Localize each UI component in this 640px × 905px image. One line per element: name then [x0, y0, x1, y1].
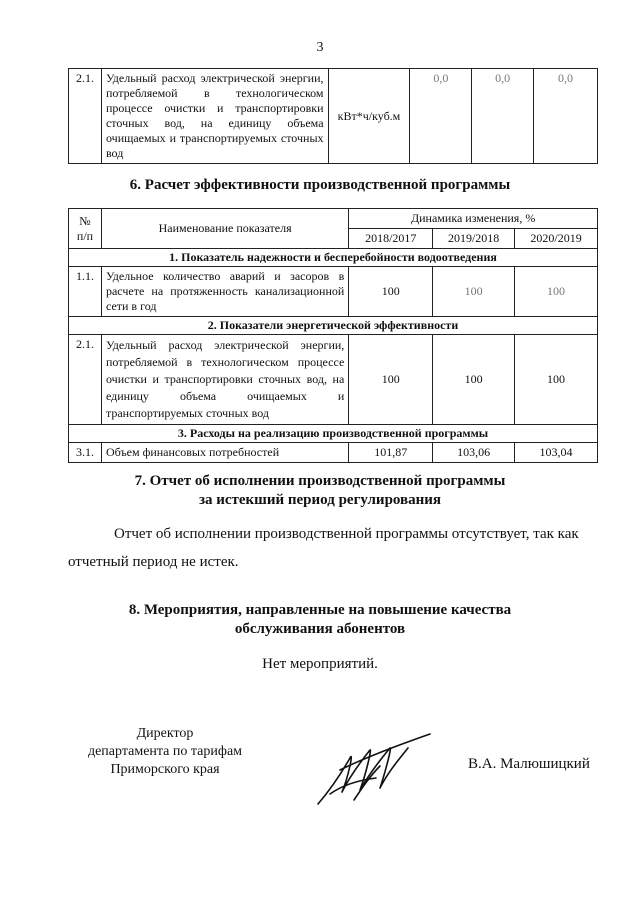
group-heading-row	[69, 249, 598, 267]
value-cell: 0,0	[472, 69, 534, 164]
row-number: 1.1.	[69, 267, 102, 317]
section-7-text-line-1: Отчет об исполнении производственной программы отсутствует, так как	[114, 526, 579, 542]
signatory-position-line-3: Приморского края	[110, 762, 220, 777]
indicator-name: Удельный расход электрической энергии, потребляемой в технологическом процессе очистки и транспортировки сточных вод, на единицу объема очищаемых и транспортируемых сточных вод	[101, 69, 328, 164]
value-cell: 100	[349, 335, 433, 425]
value-cell: 100	[515, 335, 598, 425]
header-name: Наименование показателя	[101, 209, 348, 249]
table-row	[69, 69, 598, 164]
group-heading: 3. Расходы на реализацию производственной программы	[69, 425, 598, 443]
value-cell: 0,0	[410, 69, 472, 164]
unit-cell: кВт*ч/куб.м	[328, 69, 410, 164]
header-dynamics: Динамика изменения, %	[349, 209, 598, 229]
group-heading: 2. Показатели энергетической эффективности	[69, 317, 598, 335]
signatory-position-line-1: Директор	[136, 726, 194, 741]
header-year: 2020/2019	[515, 229, 598, 249]
handwritten-signature	[310, 730, 440, 810]
group-heading-row	[69, 425, 598, 443]
section-6-title: 6. Расчет эффективности производственной программы	[129, 177, 511, 193]
indicator-name: Удельный расход электрической энергии, потребляемой в технологическом процессе очистки и транспортировки сточных вод, на единицу объема очищаемых и транспортируемых сточных вод	[101, 335, 348, 425]
value-cell: 103,04	[515, 443, 598, 463]
group-heading: 1. Показатель надежности и бесперебойности водоотведения	[69, 249, 598, 267]
signatory-name: В.А. Малюшицкий	[468, 756, 590, 772]
indicator-name: Объем финансовых потребностей	[101, 443, 348, 463]
header-number	[69, 209, 102, 249]
section-7-text-line-2: отчетный период не истек.	[68, 554, 239, 570]
header-year: 2018/2017	[349, 229, 433, 249]
value-cell: 101,87	[349, 443, 433, 463]
section-8-text: Нет мероприятий.	[262, 656, 378, 672]
value-cell: 100	[349, 267, 433, 317]
section-8-title-line-2: обслуживания абонентов	[234, 621, 406, 637]
table-header-row	[69, 209, 598, 229]
section-7-title-line-2: за истекший период регулирования	[198, 492, 442, 508]
table-row	[69, 335, 598, 425]
table-row	[69, 267, 598, 317]
page-number: 3	[316, 40, 324, 55]
table-row	[69, 443, 598, 463]
header-number-top: №	[79, 213, 91, 228]
value-cell: 100	[433, 335, 515, 425]
header-year: 2019/2018	[433, 229, 515, 249]
row-number: 3.1.	[69, 443, 102, 463]
value-cell: 100	[433, 267, 515, 317]
section-7-title-line-1: 7. Отчет об исполнении производственной программы	[134, 473, 506, 489]
group-heading-row	[69, 317, 598, 335]
header-number-bottom: п/п	[76, 228, 94, 243]
value-cell: 0,0	[534, 69, 598, 164]
section-8-title-line-1: 8. Мероприятия, направленные на повышение качества	[128, 602, 512, 618]
row-number: 2.1.	[69, 335, 102, 425]
continuation-table	[68, 68, 598, 164]
row-number: 2.1.	[69, 69, 102, 164]
signatory-position-line-2: департамента по тарифам	[87, 744, 243, 759]
value-cell: 103,06	[433, 443, 515, 463]
signatory-position	[70, 725, 260, 779]
value-cell: 100	[515, 267, 598, 317]
efficiency-table	[68, 208, 598, 463]
indicator-name: Удельное количество аварий и засоров в расчете на протяженность канализационной сети в год	[101, 267, 348, 317]
